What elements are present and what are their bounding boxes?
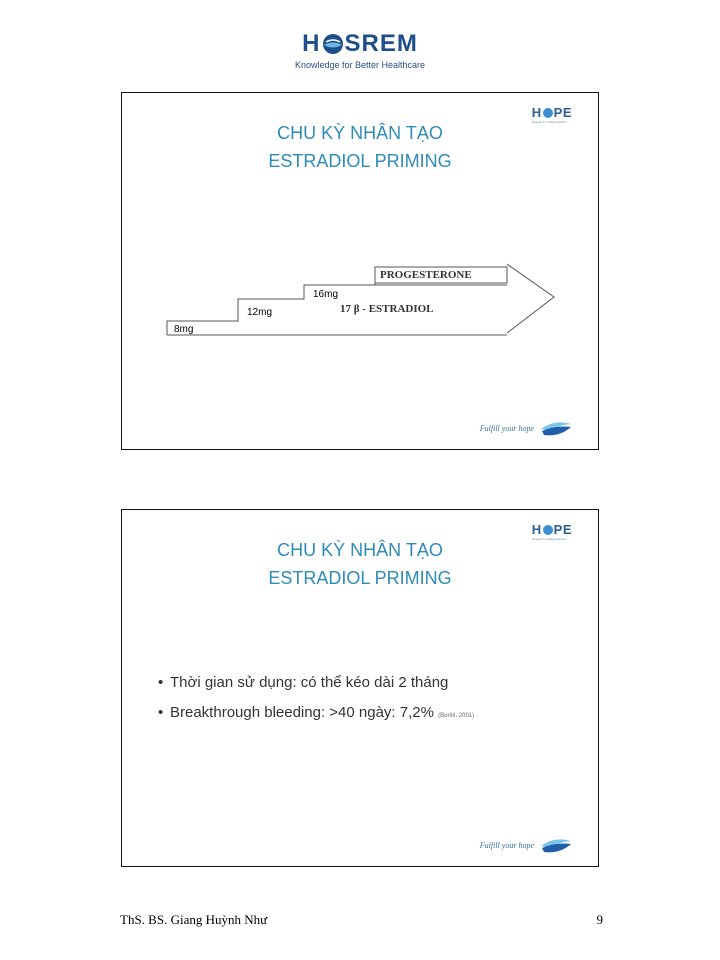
fulfill-badge: [480, 836, 572, 854]
dosing-staircase-diagram: [122, 93, 600, 451]
arrow-head: [507, 264, 554, 333]
estradiol-label: 17 β - ESTRADIOL: [340, 303, 434, 315]
dose-label-16mg: 16mg: [313, 289, 339, 300]
progesterone-label: PROGESTERONE: [380, 269, 472, 281]
bullet-item: [158, 668, 474, 698]
wave-leaf-icon: [540, 836, 572, 854]
bullet-item: [158, 698, 474, 731]
slide-1: [121, 92, 599, 450]
dose-label-8mg: 8mg: [174, 324, 194, 335]
footer-author: ThS. BS. Giang Huỳnh Như: [120, 912, 268, 927]
title-line-2: ESTRADIOL PRIMING: [268, 568, 452, 588]
slide-2: [121, 509, 599, 867]
wave-leaf-icon: [540, 419, 572, 437]
bullet-dot-icon: •: [158, 704, 164, 721]
bullet-list: [158, 668, 474, 731]
bullet-text: Breakthrough bleeding: >40 ngày: 7,2%: [170, 704, 434, 721]
hope-logo-text-left: H: [531, 522, 542, 537]
title-line-1: CHU KỲ NHÂN TẠO: [277, 540, 443, 560]
fulfill-badge: [480, 419, 572, 437]
hope-logo-text-right: PE: [553, 522, 572, 537]
fulfill-text: Fulfill your hope: [479, 423, 534, 433]
hope-o-icon: [543, 525, 553, 535]
staircase-steps: [167, 267, 375, 335]
bullet-text: Thời gian sử dụng: có thể kéo dài 2 tháng: [170, 674, 449, 691]
hosrem-wordmark: [302, 30, 418, 58]
hope-logo-text-left: H: [531, 105, 542, 120]
hope-logo-text-right: PE: [553, 105, 572, 120]
hope-logo-subtitle: Research in Reproduction: [531, 537, 567, 541]
title-line-2: ESTRADIOL PRIMING: [268, 151, 452, 171]
globe-icon: [322, 33, 344, 55]
citation: (Borini, 2001): [438, 713, 475, 719]
hosrem-logo: [0, 30, 720, 70]
brand-text-right: SREM: [344, 30, 418, 57]
tagline: Knowledge for Better Healthcare: [294, 60, 426, 70]
page-number: 9: [596, 912, 603, 927]
dose-label-12mg: 12mg: [247, 307, 273, 318]
bullet-dot-icon: •: [158, 674, 164, 691]
hope-logo-subtitle: Research in Reproduction: [531, 120, 567, 124]
brand-text-left: H: [302, 30, 321, 57]
fulfill-text: Fulfill your hope: [479, 840, 534, 850]
slide-title: [122, 536, 598, 592]
title-line-1: CHU KỲ NHÂN TẠO: [277, 123, 443, 143]
